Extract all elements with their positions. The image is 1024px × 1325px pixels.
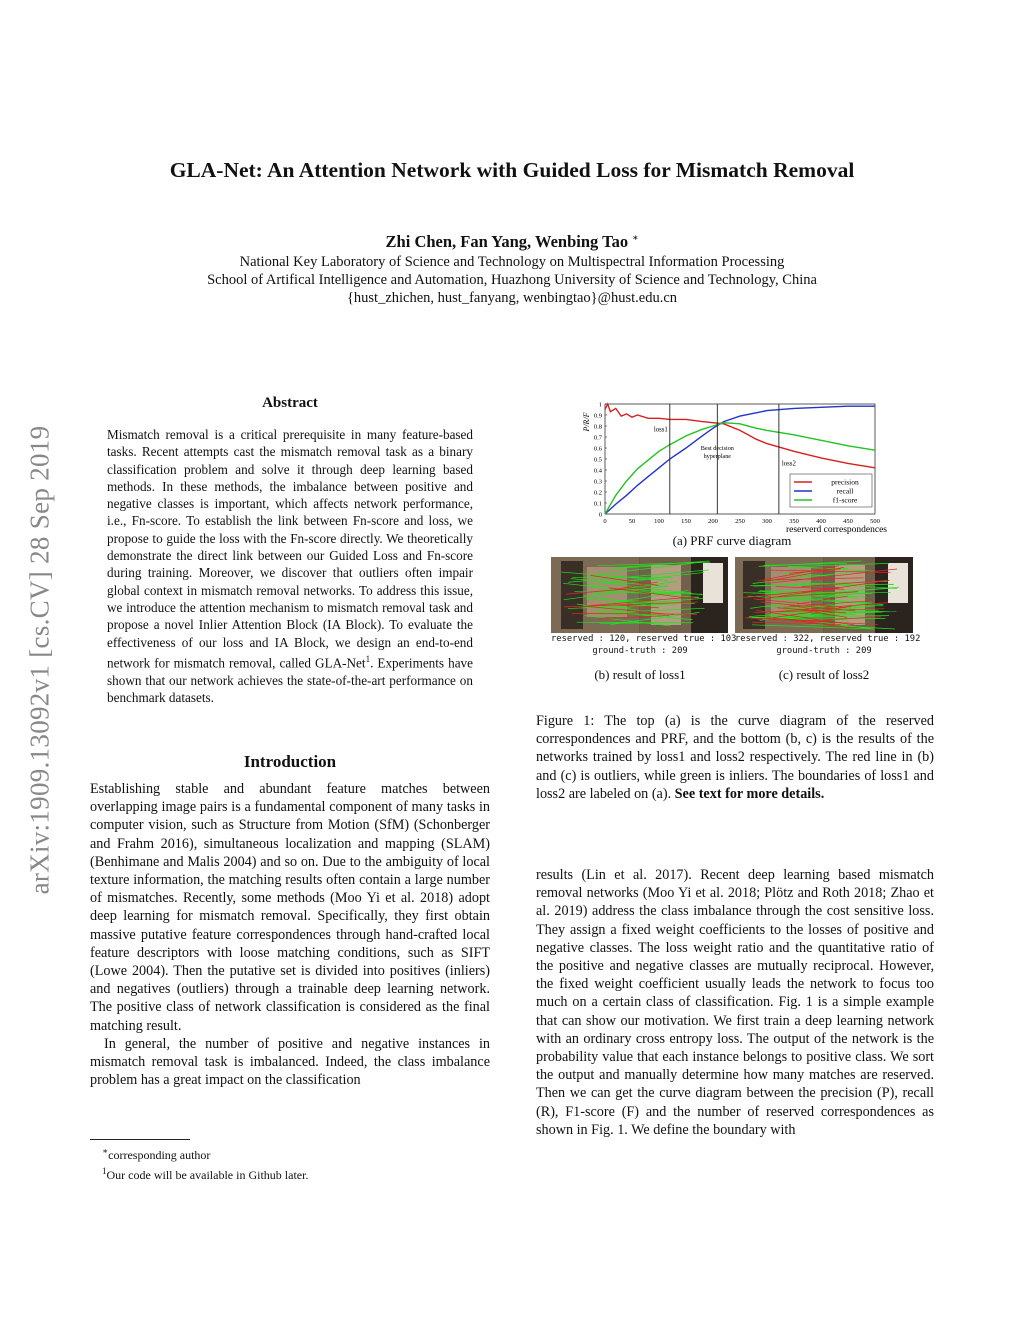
intro-paragraph-2: In general, the number of positive and negative instances in mismatch removal task is imbalanced. Indeed, the class imbalance problem has a great impact on the classification — [90, 1035, 490, 1089]
y-tick-label: 0.5 — [593, 456, 602, 464]
loss1-stats-line-2: ground-truth : 209 — [592, 646, 688, 656]
author-footnote-mark: ∗ — [632, 232, 639, 243]
footnote-2 — [90, 1163, 490, 1183]
affiliation-2: School of Artifical Intelligence and Automation, Huazhong University of Science and Technology, China — [207, 272, 817, 288]
legend-label-precision: precision — [831, 477, 859, 487]
loss2-result-image — [735, 557, 913, 633]
x-tick-label: 50 — [628, 518, 636, 525]
y-tick-label: 0.9 — [593, 412, 602, 420]
x-tick-label: 450 — [843, 518, 853, 525]
author-list — [0, 232, 1024, 252]
x-tick-label: 300 — [762, 518, 772, 525]
y-tick-label: 0.6 — [593, 445, 602, 453]
abstract-heading: Abstract — [262, 395, 318, 411]
loss1-stats-line-1: reserved : 120, reserved true : 103 — [551, 634, 737, 644]
loss2-photo-drawing — [735, 557, 913, 633]
abstract-body — [107, 426, 473, 706]
y-tick-label: 0.2 — [593, 489, 602, 497]
right-paragraph-1: results (Lin et al. 2017). Recent deep learning based mismatch removal networks (Moo Yi et al. 2018; Plötz and Roth 2018; Zhao et al. 2019) address the class imbalance through the cost sensitive loss. They assign a fixed weight coefficients to the losses of positive and negative classes. The loss weight ratio and the quantitative ratio of the positive and negative classes are mutually reciprocal. However, the fixed weight coefficient usually leads the network to focus too much on a certain class of classification. Fig. 1 is a simple example that can show our motivation. We first train a deep learning network with an ordinary cross entropy loss. The output of the network is the probability value that each instance belongs to positive class. We sort the output and manually determine how many matches are reserved. Then we can get the curve diagram between the precision (P), recall (R), F1-score (F) and the number of reserved correspondences as shown in Fig. 1. We define the boundary with — [536, 867, 934, 1138]
footnotes — [90, 1143, 490, 1183]
arxiv-stamp-text: arXiv:1909.13092v1 [cs.CV] 28 Sep 2019 — [24, 425, 55, 895]
loss2-label: loss2 — [781, 460, 796, 468]
y-tick-label: 0.4 — [593, 467, 602, 475]
y-tick-label: 0 — [598, 511, 602, 519]
series-line-precision — [605, 404, 875, 468]
y-tick-label: 0.7 — [593, 434, 602, 442]
abstract-footnote-mark: 1 — [365, 653, 371, 664]
figure-sub-a-label: (a) PRF curve diagram — [672, 533, 792, 548]
abstract-text-end: . Experiments have shown that our network achieves the state-of-the-art performance on benchmark datasets. — [107, 655, 473, 705]
affiliation-1: National Key Laboratory of Science and Technology on Multispectral Information Processing — [239, 254, 785, 270]
y-tick-label: 0.3 — [593, 478, 602, 486]
footnote-rule — [90, 1139, 190, 1140]
legend-label-recall: recall — [836, 486, 854, 496]
x-tick-label: 0 — [603, 518, 607, 525]
y-tick-label: 0.1 — [593, 500, 602, 508]
x-tick-label: 400 — [816, 518, 826, 525]
figure-sub-b-label: (b) result of loss1 — [594, 667, 686, 682]
figure-caption-text: Figure 1: The top (a) is the curve diagram of the reserved correspondences and PRF, and the bottom (b, c) is the results of the networks trained by loss1 and loss2 respectively. The red line in (b) and (c) is outliers, while green is inliers. The boundaries of loss1 and loss2 are labeled on (a). — [536, 713, 934, 802]
x-axis-label: reserverd correspondences — [785, 525, 887, 535]
x-tick-label: 500 — [870, 518, 880, 525]
introduction-heading: Introduction — [243, 752, 337, 771]
x-tick-label: 200 — [708, 518, 718, 525]
y-tick-label: 1 — [598, 401, 602, 409]
introduction-body — [90, 780, 490, 1089]
x-tick-label: 100 — [654, 518, 664, 525]
prf-chart — [570, 392, 910, 552]
figure-1-caption — [536, 712, 934, 803]
best-hyperplane-label-1: Best decision — [700, 445, 734, 453]
best-hyperplane-label-2: hyperplane — [703, 453, 732, 461]
footnote-2-mark: 1 — [102, 1166, 107, 1176]
footnote-1-mark: ∗ — [102, 1146, 109, 1156]
footnote-2-text: Our code will be available in Github later. — [106, 1168, 309, 1182]
right-column-body — [536, 866, 934, 1139]
footnote-1 — [90, 1143, 490, 1163]
x-tick-label: 350 — [789, 518, 799, 525]
loss2-stats-line-2: ground-truth : 209 — [776, 646, 872, 656]
legend-label-f1-score: f1-score — [832, 495, 858, 505]
intro-paragraph-1: Establishing stable and abundant feature matches between overlapping image pairs is a fundamental component of many tasks in computer vision, such as Structure from Motion (SfM) (Schonberger and Frahm 2016), simultaneous localization and mapping (SLAM) (Benhimane and Malis 2004) and so on. Due to the ambiguity of local texture information, the matching results often contain a large number of mismatches. Recently, some methods (Moo Yi et al. 2018) adopt deep learning for mismatch removal. Specifically, they first obtain massive putative feature correspondences through hand-crafted local feature descriptors with loose matching conditions, such as SIFT (Lowe 2004). Then the putative set is divided into positives (inliers) and negatives (outliers) through a trainable deep learning network. The positive class of network classification is considered as the final matching result. — [90, 781, 490, 1034]
loss2-stats-line-1: reserved : 322, reserved true : 192 — [735, 634, 921, 644]
figure-caption-bold: See text for more details. — [674, 785, 825, 802]
loss1-photo-drawing — [551, 557, 728, 633]
y-tick-label: 0.8 — [593, 423, 602, 431]
loss1-label: loss1 — [653, 426, 668, 434]
y-axis-label: P/R/F — [582, 412, 591, 432]
footnote-1-text: corresponding author — [108, 1148, 211, 1162]
author-names: Zhi Chen, Fan Yang, Wenbing Tao — [385, 232, 629, 251]
x-tick-label: 250 — [735, 518, 745, 525]
abstract-text: Mismatch removal is a critical prerequisite in many feature-based tasks. Recent attempts cast the mismatch removal task as a binary classification problem and solve it through deep learning based methods. In these methods, the imbalance between positive and negative classes is important, which affects network performance, i.e., Fn-score. To establish the link between Fn-score and loss, we propose to guide the loss with the Fn-score directly. We theoretically demonstrate the direct link between our Guided Loss and Fn-score during training. Moreover, we discover that outliers often impair global context in mismatch removal networks. To address this issue, we introduce the attention mechanism to mismatch removal task and propose a novel Inlier Attention Block (IA Block). To evaluate the effectiveness of our loss and IA Block, we design an end-to-end network for mismatch removal, called GLA-Net — [107, 427, 473, 671]
paper-title: GLA-Net: An Attention Network with Guided Loss for Mismatch Removal — [169, 158, 855, 182]
figure-sub-c-label: (c) result of loss2 — [778, 667, 870, 682]
loss1-result-image — [551, 557, 728, 633]
x-tick-label: 150 — [681, 518, 691, 525]
author-emails: {hust_zhichen, hust_fanyang, wenbingtao}@hust.edu.cn — [346, 290, 678, 306]
